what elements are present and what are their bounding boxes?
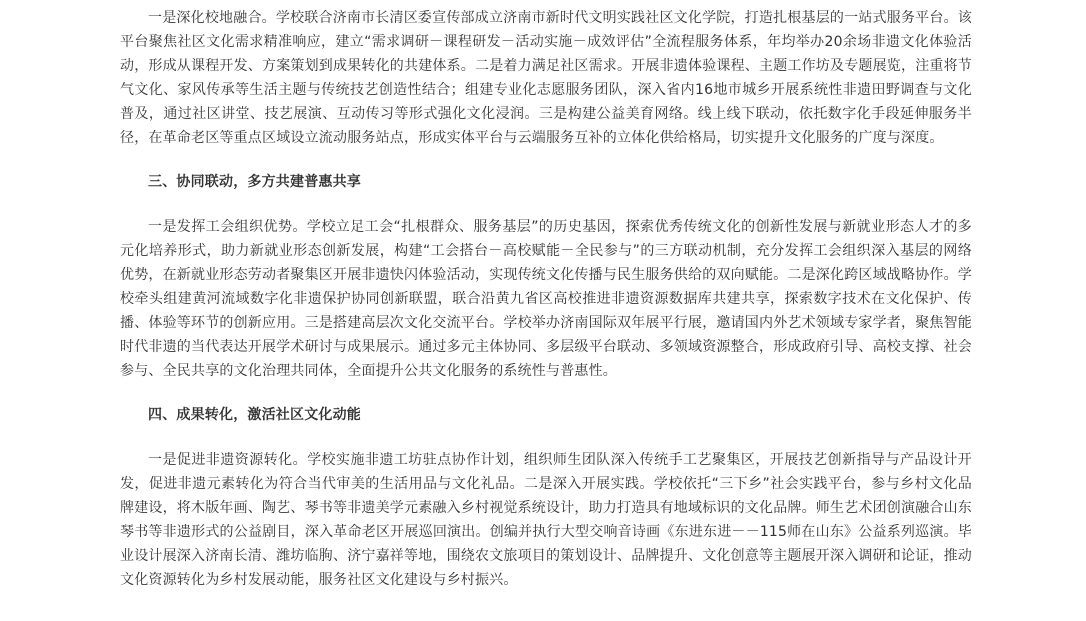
paragraph-heritage-transformation: 一是促进非遗资源转化。学校实施非遗工坊驻点协作计划，组织师生团队深入传统手工艺聚集区，开展技艺创新指导与产品设计开发，促进非遗元素转化为符合当代审美的生活用品与文化礼品。二是深入开展实践。学校依托“三下乡”社会实践平台，参与乡村文化品牌建设，将木版年画、陶艺、琴书等非遗美学元素融入乡村视觉系统设计，助力打造具有地域标识的文化品牌。师生艺术团创演融合山东琴书等非遗形式的公益剧目，深入革命老区开展巡回演出。创编并执行大型交响音诗画《东进东进－－115师在山东》公益系列巡演。毕业设计展深入济南长清、潍坊临朐、济宁嘉祥等地，围绕农文旅项目的策划设计、品牌提升、文化创意等主题展开深入调研和论证，推动文化资源转化为乡村发展动能，服务社区文化建设与乡村振兴。 xyxy=(120,452,972,588)
section-heading-achievement-transformation: 四、成果转化，激活社区文化动能 xyxy=(148,407,361,423)
article-body xyxy=(120,6,972,592)
paragraph-union-collaboration: 一是发挥工会组织优势。学校立足工会“扎根群众、服务基层”的历史基因，探索优秀传统文化的创新性发展与新就业形态人才的多元化培养形式，助力新就业形态创新发展，构建“工会搭台－高校赋能－全民参与”的三方联动机制，充分发挥工会组织深入基层的网络优势，在新就业形态劳动者聚集区开展非遗快闪体验活动，实现传统文化传播与民生服务供给的双向赋能。二是深化跨区域战略协作。学校牵头组建黄河流域数字化非遗保护协同创新联盟，联合沿黄九省区高校推进非遗资源数据库共建共享，探索数字技术在文化保护、传播、体验等环节的创新应用。三是搭建高层次文化交流平台。学校举办济南国际双年展平行展，邀请国内外艺术领域专家学者，聚焦智能时代非遗的当代表达开展学术研讨与成果展示。通过多元主体协同、多层级平台联动、多领域资源整合，形成政府引导、高校支撑、社会参与、全民共享的文化治理共同体，全面提升公共文化服务的系统性与普惠性。 xyxy=(120,219,972,379)
section-heading-collaboration: 三、协同联动，多方共建普惠共享 xyxy=(148,174,361,190)
paragraph-campus-local-integration: 一是深化校地融合。学校联合济南市长清区委宣传部成立济南市新时代文明实践社区文化学院，打造扎根基层的一站式服务平台。该平台聚焦社区文化需求精准响应，建立“需求调研－课程研发－活动实施－成效评估”全流程服务体系，年均举办20余场非遗文化体验活动，形成从课程开发、方案策划到成果转化的共建体系。二是着力满足社区需求。开展非遗体验课程、主题工作坊及专题展览，注重将节气文化、家风传承等生活主题与传统技艺创造性结合；组建专业化志愿服务团队，深入省内16地市城乡开展系统性非遗田野调查与文化普及，通过社区讲堂、技艺展演、互动传习等形式强化文化浸润。三是构建公益美育网络。线上线下联动，依托数字化手段延伸服务半径，在革命老区等重点区域设立流动服务站点，形成实体平台与云端服务互补的立体化供给格局，切实提升文化服务的广度与深度。 xyxy=(120,10,972,146)
